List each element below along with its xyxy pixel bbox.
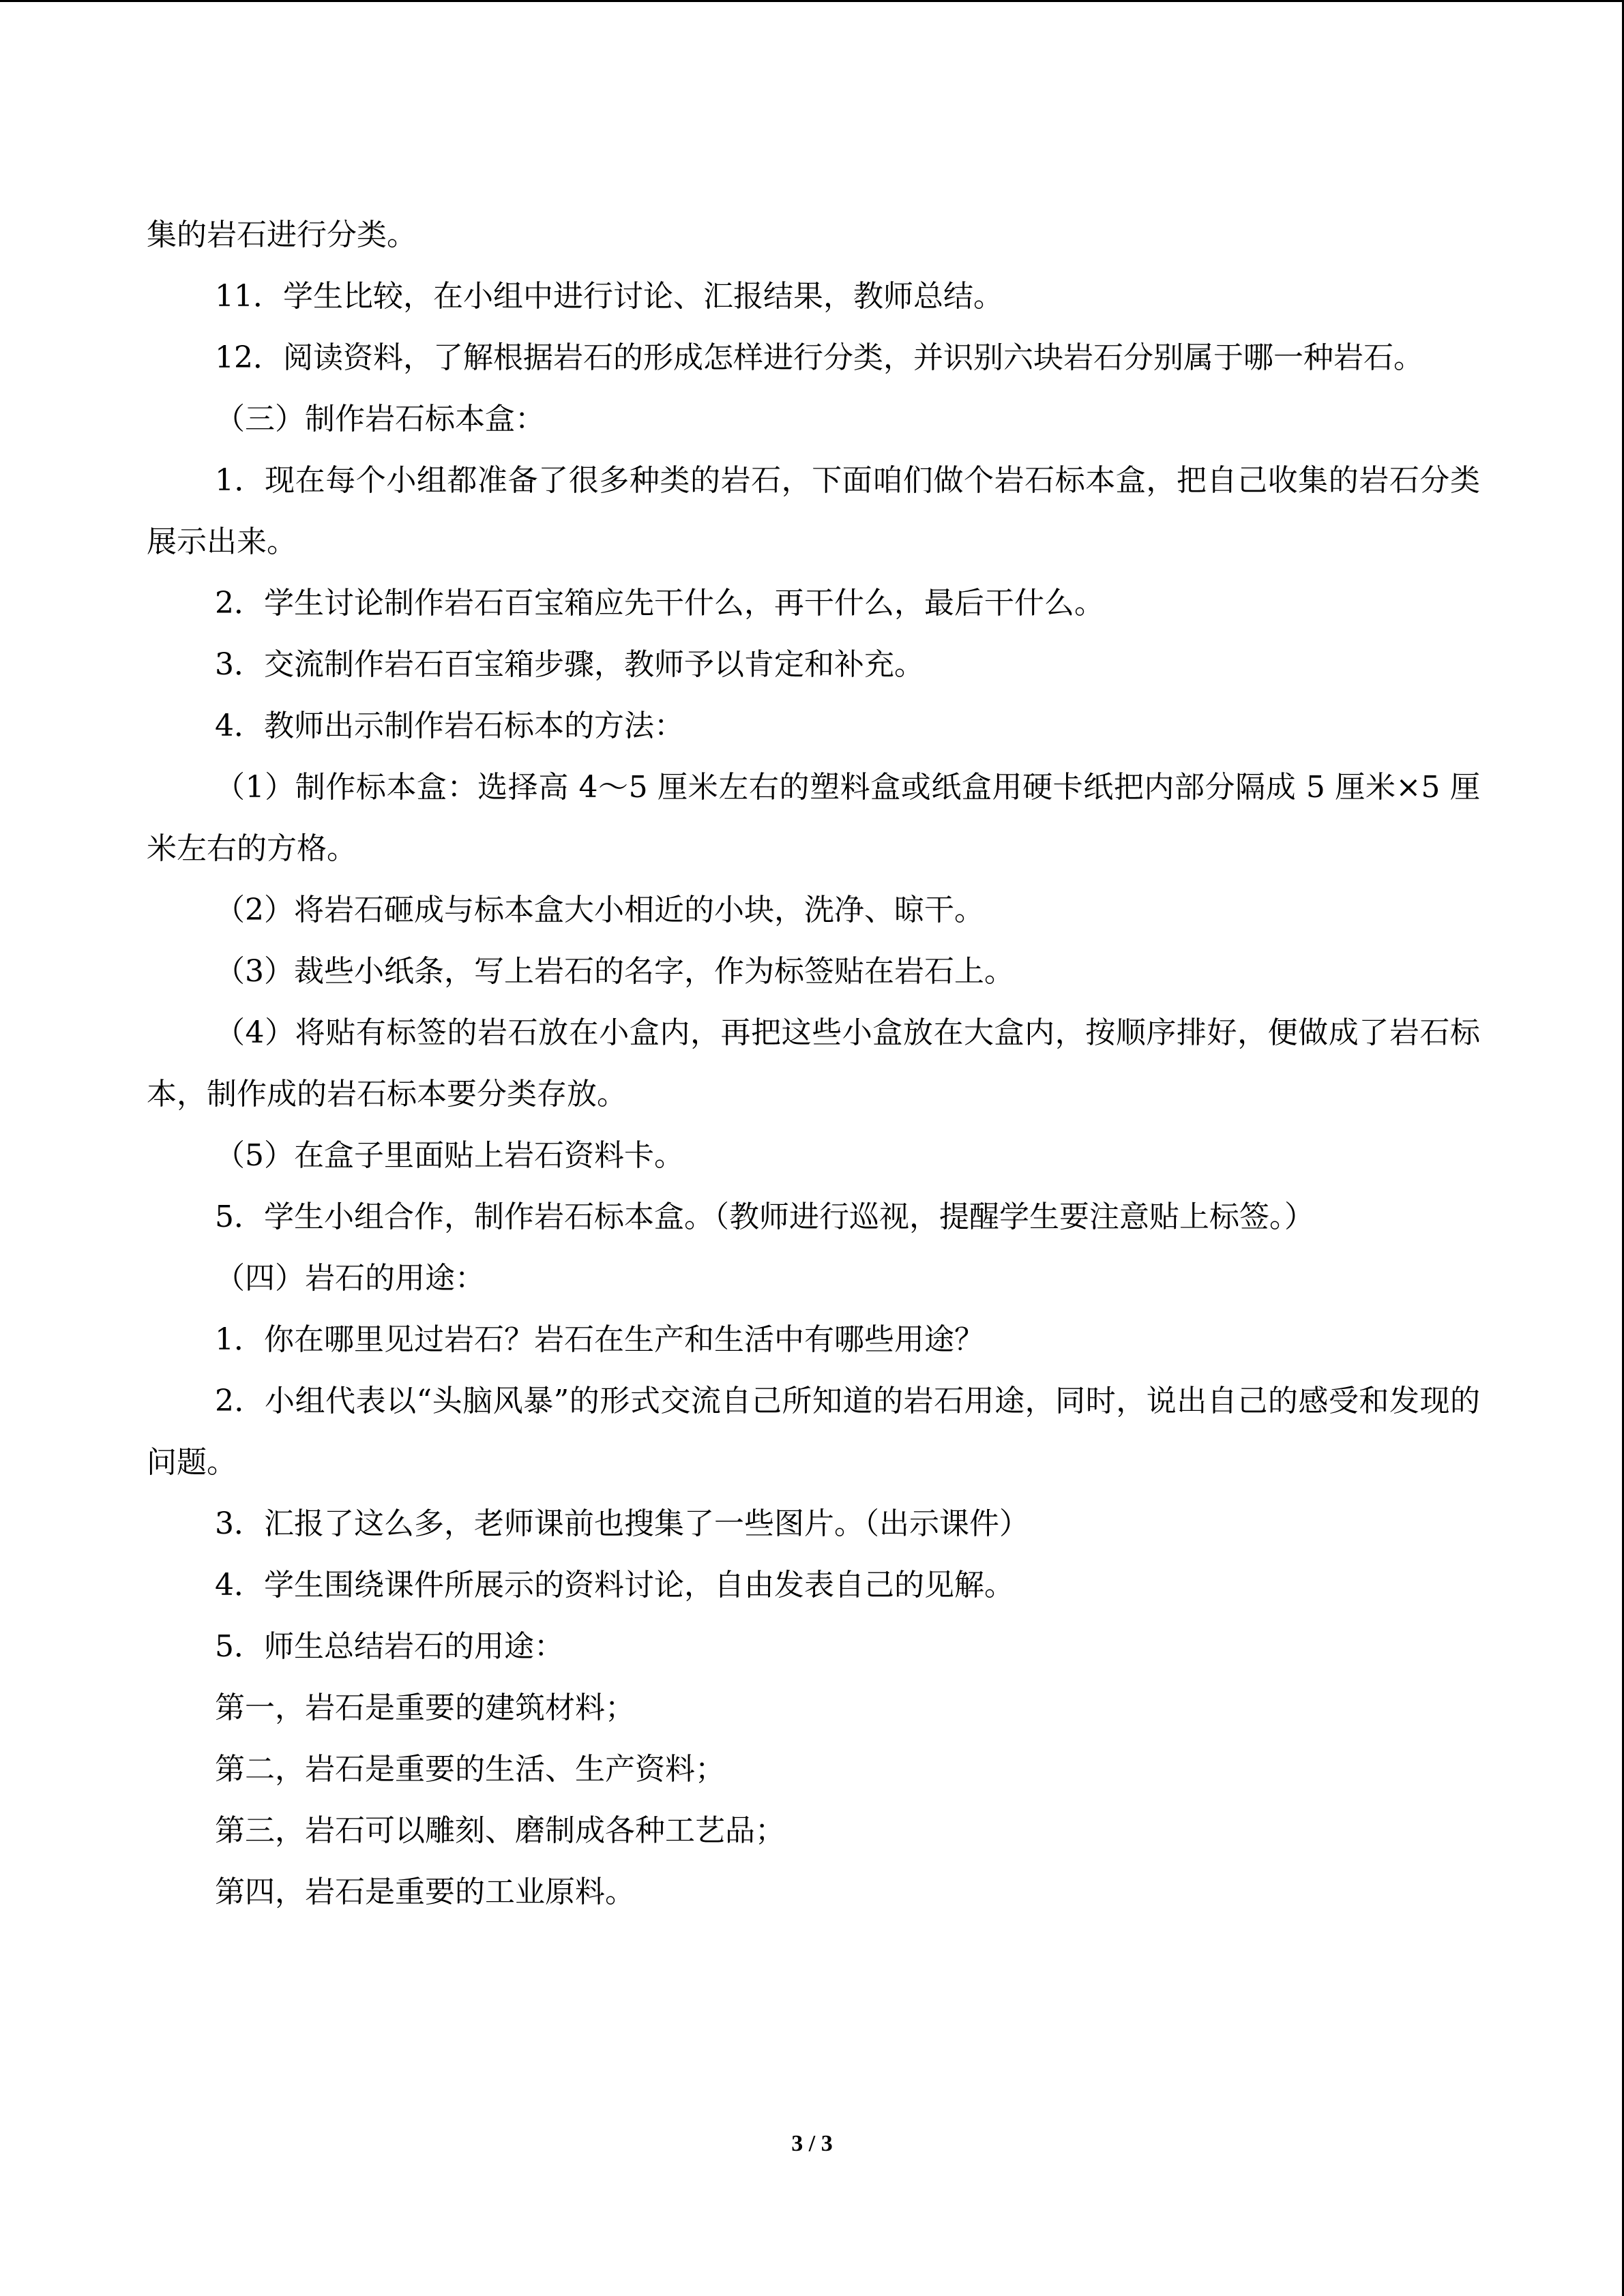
section-heading-uses: （四）岩石的用途：	[215, 1261, 485, 1296]
paragraph-step-5: 5．学生小组合作，制作岩石标本盒。（教师进行巡视，提醒学生要注意贴上标签。）	[215, 1199, 1314, 1234]
paragraph-step-3: 3．交流制作岩石百宝箱步骤，教师予以肯定和补充。	[215, 647, 924, 682]
summary-item-second: 第二，岩石是重要的生活、生产资料；	[215, 1752, 725, 1787]
section-heading-specimen-box: （三）制作岩石标本盒：	[215, 402, 545, 436]
summary-item-fourth: 第四，岩石是重要的工业原料。	[215, 1875, 635, 1909]
paragraph-step-11: 11．学生比较，在小组中进行讨论、汇报结果，教师总结。	[215, 279, 1003, 314]
paragraph-step-2: 2．学生讨论制作岩石百宝箱应先干什么，再干什么，最后干什么。	[215, 586, 1104, 621]
paragraph-method-1: （1）制作标本盒：选择高 4～5 厘米左右的塑料盒或纸盒用硬卡纸把内部分隔成 5 厘米×5 厘米左右的方格。	[147, 770, 1480, 866]
paragraph-method-3: （3）裁些小纸条，写上岩石的名字，作为标签贴在岩石上。	[215, 954, 1014, 989]
paragraph-method-5: （5）在盒子里面贴上岩石资料卡。	[215, 1138, 684, 1173]
paragraph-step-4: 4．教师出示制作岩石标本的方法：	[215, 709, 684, 743]
paragraph-uses-5: 5．师生总结岩石的用途：	[215, 1629, 564, 1664]
paragraph-uses-1: 1．你在哪里见过岩石？岩石在生产和生活中有哪些用途？	[215, 1322, 984, 1357]
paragraph-uses-4: 4．学生围绕课件所展示的资料讨论，自由发表自己的见解。	[215, 1568, 1014, 1602]
page-number: 3 / 3	[791, 2131, 833, 2156]
paragraph-continuation: 集的岩石进行分类。	[147, 218, 417, 252]
paragraph-uses-2: 2．小组代表以“头脑风暴”的形式交流自己所知道的岩石用途，同时，说出自己的感受和发现的问题。	[147, 1384, 1480, 1480]
summary-item-third: 第三，岩石可以雕刻、磨制成各种工艺品；	[215, 1813, 785, 1848]
paragraph-method-2: （2）将岩石砸成与标本盒大小相近的小块，洗净、晾干。	[215, 893, 984, 927]
paragraph-method-4: （4）将贴有标签的岩石放在小盒内，再把这些小盒放在大盒内，按顺序排好，便做成了岩石标本，制作成的岩石标本要分类存放。	[147, 1015, 1480, 1112]
summary-item-first: 第一，岩石是重要的建筑材料；	[215, 1690, 635, 1725]
paragraph-step-12: 12．阅读资料，了解根据岩石的形成怎样进行分类，并识别六块岩石分别属于哪一种岩石。	[215, 340, 1423, 375]
paragraph-step-1: 1．现在每个小组都准备了很多种类的岩石，下面咱们做个岩石标本盒，把自己收集的岩石分类展示出来。	[147, 463, 1480, 559]
document-body	[147, 205, 1480, 1923]
paragraph-uses-3: 3．汇报了这么多，老师课前也搜集了一些图片。（出示课件）	[215, 1506, 1029, 1541]
